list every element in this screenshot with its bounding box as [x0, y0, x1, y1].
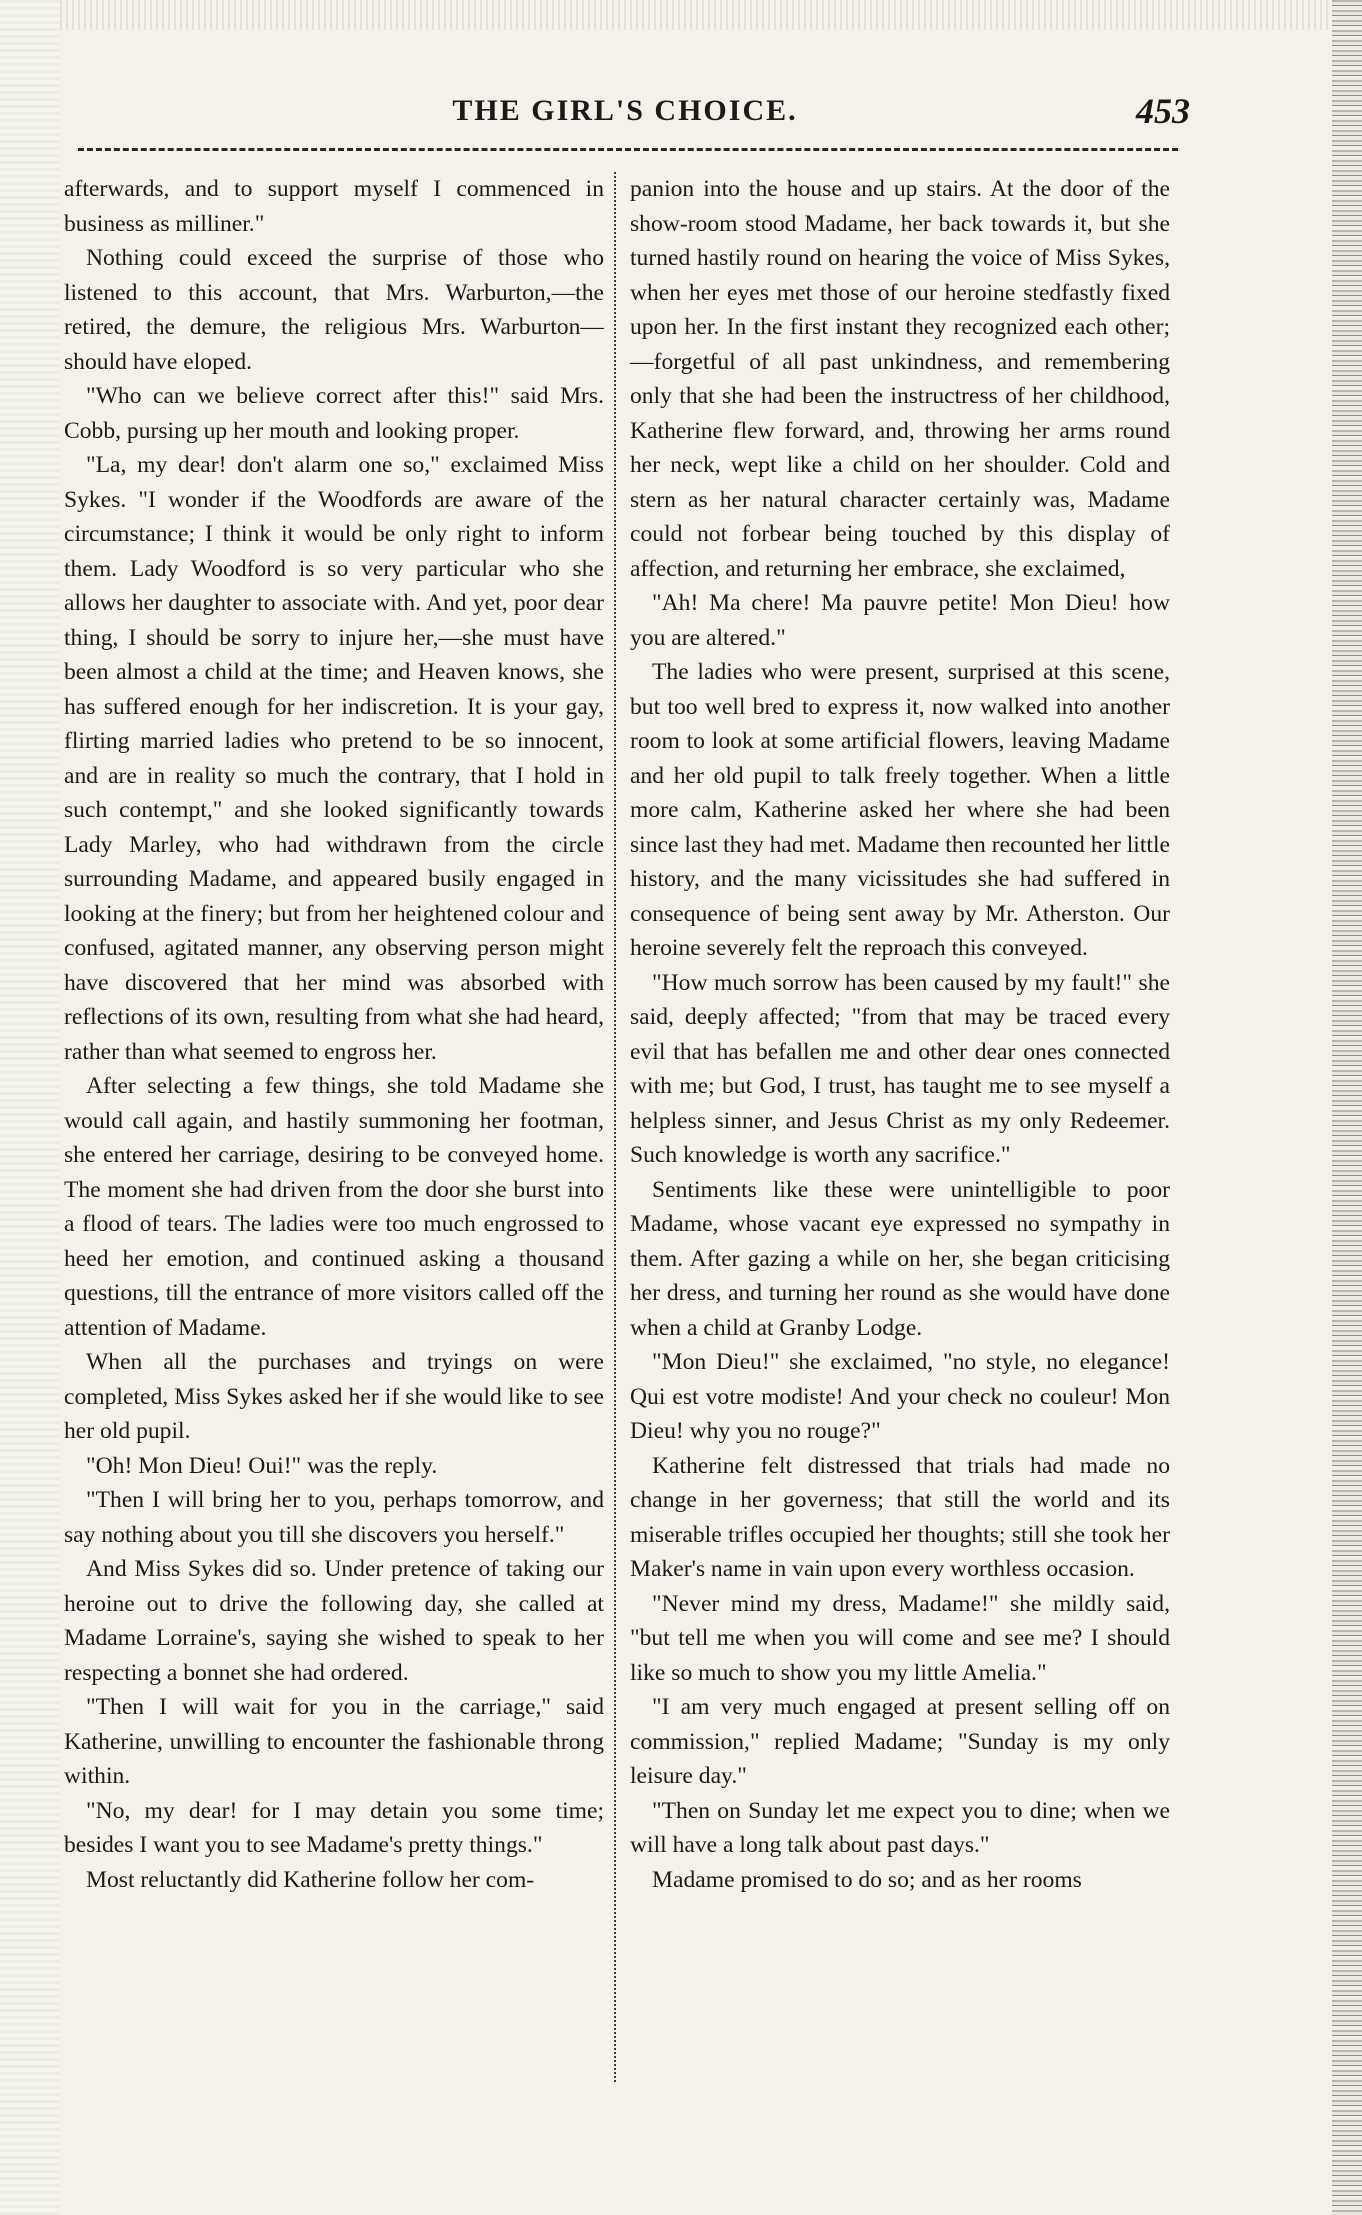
paragraph: "Never mind my dress, Madame!" she mildly said, "but tell me when you will come and see me? I should like so much to show you my little Amelia."	[630, 1590, 1170, 1686]
header-rule	[78, 148, 1178, 151]
paragraph: And Miss Sykes did so. Under pretence of taking our heroine out to drive the following day, she called at Madame Lorraine's, saying she wished to speak to her respecting a bonnet she had ordered.	[64, 1556, 604, 1686]
paragraph: "Mon Dieu!" she exclaimed, "no style, no elegance! Qui est votre modiste! And your check no couleur! Mon Dieu! why you no rouge?"	[630, 1349, 1170, 1444]
paragraph: "Then I will wait for you in the carriage," said Katherine, unwilling to encounter the fashionable throng within.	[64, 1694, 604, 1789]
paragraph: "Then on Sunday let me expect you to dine; when we will have a long talk about past days."	[630, 1797, 1170, 1858]
right-column	[630, 172, 1170, 1897]
page-header	[60, 88, 1190, 138]
paragraph: After selecting a few things, she told Madame she would call again, and hastily summoning her footman, she entered her carriage, desiring to be conveyed home. The moment she had driven from the door she burst into a flood of tears. The ladies were too much engrossed to heed her emotion, and continued asking a thousand questions, till the entrance of more visitors called off the attention of Madame.	[64, 1073, 604, 1341]
paragraph: "I am very much engaged at present selling off on commission," replied Madame; "Sunday is my only leisure day."	[630, 1694, 1170, 1789]
paragraph: "Oh! Mon Dieu! Oui!" was the reply.	[86, 1452, 438, 1479]
paragraph: The ladies who were present, surprised at this scene, but too well bred to express it, now walked into another room to look at some artificial flowers, leaving Madame and her old pupil to talk freely together. When a little more calm, Katherine asked her where she had been since last they had met. Madame then recounted her little history, and the many vicissitudes she had suffered in consequence of being sent away by Mr. Atherston. Our heroine severely felt the reproach this conveyed.	[630, 659, 1170, 961]
page-number: 453	[1136, 91, 1190, 131]
paragraph: Nothing could exceed the surprise of those who listened to this account, that Mrs. Warburton,—the retired, the demure, the religious Mrs. Warburton—should have eloped.	[64, 245, 604, 375]
column-divider	[614, 172, 616, 2082]
paragraph: "Who can we believe correct after this!" said Mrs. Cobb, pursing up her mouth and looking proper.	[64, 383, 604, 444]
paragraph: Sentiments like these were unintelligible to poor Madame, whose vacant eye expressed no sympathy in them. After gazing a while on her, she began criticising her dress, and turning her round as she would have done when a child at Granby Lodge.	[630, 1176, 1170, 1341]
paragraph: When all the purchases and tryings on were completed, Miss Sykes asked her if she would like to see her old pupil.	[64, 1349, 604, 1444]
paragraph: "Ah! Ma chere! Ma pauvre petite! Mon Dieu! how you are altered."	[630, 590, 1170, 651]
running-title: THE GIRL'S CHOICE.	[452, 94, 798, 127]
paragraph: "How much sorrow has been caused by my fault!" she said, deeply affected; "from that may be traced every evil that has befallen me and other dear ones connected with me; but God, I trust, has taught me to see myself a helpless sinner, and Jesus Christ as my only Redeemer. Such knowledge is worth any sacrifice."	[630, 969, 1170, 1168]
paragraph: Katherine felt distressed that trials had made no change in her governess; that still the world and its miserable trifles occupied her thoughts; still she took her Maker's name in vain upon every worthless occasion.	[630, 1452, 1170, 1582]
paragraph: Madame promised to do so; and as her rooms	[652, 1866, 1082, 1893]
left-column	[64, 172, 604, 1897]
paragraph: afterwards, and to support myself I commenced in business as milliner."	[64, 176, 604, 237]
paragraph: Most reluctantly did Katherine follow her com-	[86, 1866, 535, 1893]
paragraph: "La, my dear! don't alarm one so," exclaimed Miss Sykes. "I wonder if the Woodfords are aware of the circumstance; I think it would be only right to inform them. Lady Woodford is so very particular who she allows her daughter to associate with. And yet, poor dear thing, I should be sorry to injure her,—she must have been almost a child at the time; and Heaven knows, she has suffered enough for her indiscretion. It is your gay, flirting married ladies who pretend to be so innocent, and are in reality so much the contrary, that I hold in such contempt," and she looked significantly towards Lady Marley, who had withdrawn from the circle surrounding Madame, and appeared busily engaged in looking at the finery; but from her heightened colour and confused, agitated manner, any observing person might have discovered that her mind was absorbed with reflections of its own, resulting from what she had heard, rather than what seemed to engross her.	[64, 452, 604, 1065]
paragraph: panion into the house and up stairs. At the door of the show-room stood Madame, her back towards it, but she turned hastily round on hearing the voice of Miss Sykes, when her eyes met those of our heroine stedfastly fixed upon her. In the first instant they recognized each other;—forgetful of all past unkindness, and remembering only that she had been the instructress of her childhood, Katherine flew forward, and, throwing her arms round her neck, wept like a child on her shoulder. Cold and stern as her natural character certainly was, Madame could not forbear being touched by this display of affection, and returning her embrace, she exclaimed,	[630, 176, 1170, 582]
paragraph: "Then I will bring her to you, perhaps tomorrow, and say nothing about you till she discovers you herself."	[64, 1487, 604, 1548]
scan-noise-top	[0, 0, 1362, 30]
paragraph: "No, my dear! for I may detain you some time; besides I want you to see Madame's pretty things."	[64, 1797, 604, 1858]
scan-noise-left	[0, 0, 60, 2215]
scan-noise-right-edge	[1332, 0, 1362, 2215]
